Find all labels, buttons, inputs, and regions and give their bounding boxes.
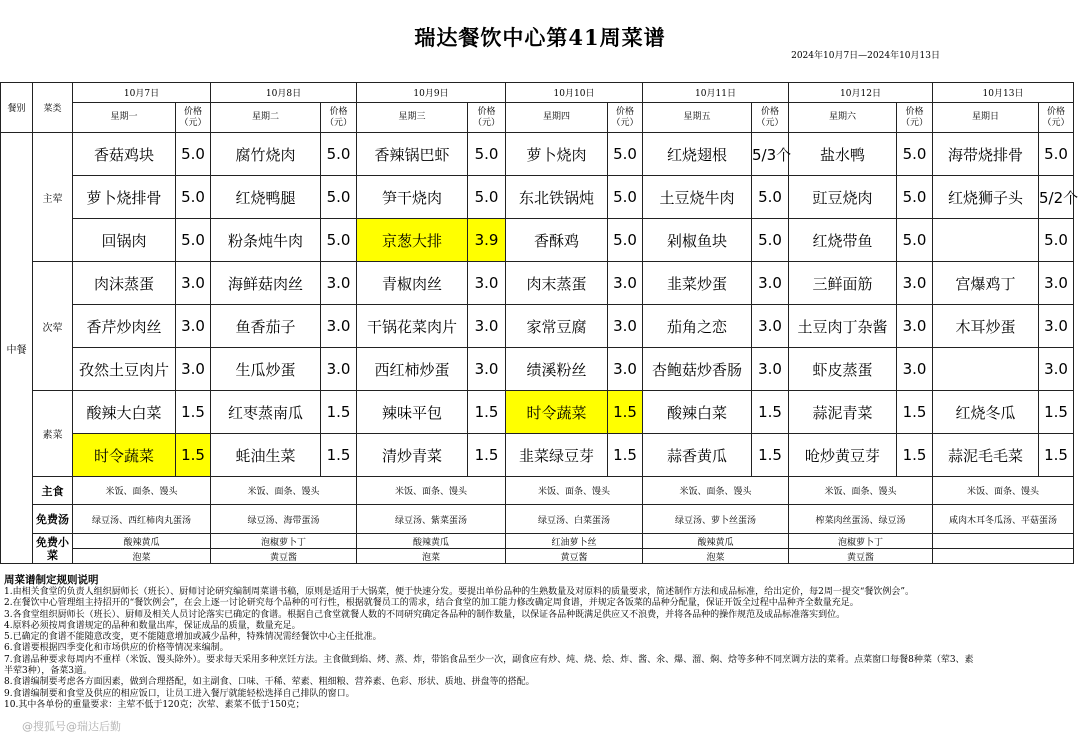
dish-name: 茄角之恋	[643, 305, 752, 348]
dish-name: 红烧狮子头	[933, 176, 1039, 219]
dish-price: 1.5	[176, 434, 211, 477]
dish-name: 萝卜烧肉	[506, 133, 608, 176]
dish-name: 韭菜绿豆芽	[506, 434, 608, 477]
rule-item: 2.在餐饮中心管理组主持招开的“餐饮例会”，在会上逐一讨论研究每个品种的可行性，根据就餐员工的需求，结合食堂的加工能力修改确定周食谱，并规定各饭菜的品种分配量，保证开饭全过程中品种齐全数量充足。	[4, 598, 859, 609]
date-header: 10月8日	[211, 83, 357, 103]
dish-price: 1.5	[752, 391, 789, 434]
dish-name: 清炒青菜	[357, 434, 468, 477]
dish-price: 5.0	[752, 176, 789, 219]
dish-name: 海鲜菇肉丝	[211, 262, 321, 305]
dish-price: 1.5	[608, 434, 643, 477]
price-header: 价格（元）	[1039, 103, 1074, 133]
dish-price: 1.5	[321, 434, 357, 477]
meal-header: 餐别	[1, 83, 33, 133]
dish-name: 杏鲍菇炒香肠	[643, 348, 752, 391]
dish-price: 3.0	[176, 305, 211, 348]
soup-label: 免费汤	[33, 505, 73, 534]
section-label: 主荤	[33, 133, 73, 262]
date-header: 10月10日	[506, 83, 643, 103]
side-cell: 黄豆酱	[211, 549, 357, 564]
price-header: 价格（元）	[321, 103, 357, 133]
rules-title: 周菜谱制定规则说明	[4, 574, 99, 586]
staple-label: 主食	[33, 477, 73, 505]
menu-row	[1, 348, 1074, 391]
dish-price: 5.0	[176, 219, 211, 262]
side-cell: 黄豆酱	[506, 549, 643, 564]
dish-price: 3.0	[752, 305, 789, 348]
dish-price: 1.5	[468, 391, 506, 434]
side-cell: 泡菜	[357, 549, 506, 564]
side-cell: 泡椒萝卜丁	[789, 534, 933, 549]
dish-name: 红烧带鱼	[789, 219, 897, 262]
rule-item: 1.由相关食堂的负责人组织厨师长（班长）、厨师讨论研究编制周菜谱书稿，原则是适用于大锅菜，便于快速分发。要提出单份品种的生熟数量及对原料的质量要求，简述制作方法和成品标准，给出定价，每2周一提交“餐饮例会”。	[4, 587, 915, 597]
menu-row	[1, 305, 1074, 348]
staple-cell: 米饭、面条、馒头	[357, 477, 506, 505]
dish-name: 孜然土豆肉片	[73, 348, 176, 391]
dish-name: 回锅肉	[73, 219, 176, 262]
dish-price: 1.5	[1039, 391, 1074, 434]
date-header: 10月13日	[933, 83, 1074, 103]
page-title: 瑞达餐饮中心第41周菜谱	[414, 25, 666, 50]
date-header: 10月9日	[357, 83, 506, 103]
date-header: 10月11日	[643, 83, 789, 103]
dish-price: 5.0	[897, 219, 933, 262]
dish-price: 5.0	[608, 176, 643, 219]
rule-item: 8.食谱编制要考虑各方面因素，做到合理搭配，如主副食、口味、干稀、荤素、粗细粮、营养素、色彩、形状、质地、拼盘等的搭配。	[4, 677, 535, 688]
dish-name: 青椒肉丝	[357, 262, 468, 305]
dish-price: 3.0	[608, 348, 643, 391]
weekday-header: 星期三	[357, 103, 468, 133]
dish-name: 三鲜面筋	[789, 262, 897, 305]
dish-price: 3.0	[752, 262, 789, 305]
dish-name: 香酥鸡	[506, 219, 608, 262]
side-cell: 泡菜	[643, 549, 789, 564]
dish-name: 宫爆鸡丁	[933, 262, 1039, 305]
meal-label: 中餐	[1, 133, 33, 564]
dish-price: 1.5	[1039, 434, 1074, 477]
rule-item: 10.其中各单份的重量要求：主荤不低于120克；次荤、素菜不低于150克；	[4, 699, 305, 710]
rule-item: 6.食谱要根据四季变化和市场供应的价格等情况来编制。	[4, 643, 229, 654]
dish-price: 5/3个	[752, 133, 789, 176]
staple-cell: 米饭、面条、馒头	[506, 477, 643, 505]
dish-price: 5.0	[1039, 219, 1074, 262]
dish-price: 3.0	[321, 262, 357, 305]
dish-name: 肉末蒸蛋	[506, 262, 608, 305]
dish-price: 5.0	[752, 219, 789, 262]
type-header: 菜类	[33, 83, 73, 133]
dish-name: 东北铁锅炖	[506, 176, 608, 219]
dish-name: 土豆烧牛肉	[643, 176, 752, 219]
side-label: 免费小菜	[33, 534, 73, 564]
header-row-dates	[1, 83, 1074, 103]
dish-price: 3.9	[468, 219, 506, 262]
weekday-header: 星期六	[789, 103, 897, 133]
soup-cell: 绿豆汤、白菜蛋汤	[506, 505, 643, 534]
dish-name: 土豆肉丁杂酱	[789, 305, 897, 348]
side-cell: 酸辣黄瓜	[357, 534, 506, 549]
dish-name: 木耳炒蛋	[933, 305, 1039, 348]
dish-price: 5.0	[321, 219, 357, 262]
dish-name: 蒜泥毛毛菜	[933, 434, 1039, 477]
side-cell: 泡椒萝卜丁	[211, 534, 357, 549]
dish-price: 5.0	[897, 133, 933, 176]
dish-price: 3.0	[897, 348, 933, 391]
dish-price: 5.0	[468, 176, 506, 219]
menu-row	[1, 434, 1074, 477]
weekday-header: 星期四	[506, 103, 608, 133]
dish-name: 蒜泥青菜	[789, 391, 897, 434]
price-header: 价格（元）	[752, 103, 789, 133]
dish-name: 蚝油生菜	[211, 434, 321, 477]
price-header: 价格（元）	[468, 103, 506, 133]
staple-cell: 米饭、面条、馒头	[211, 477, 357, 505]
soup-cell: 绿豆汤、海带蛋汤	[211, 505, 357, 534]
staple-cell: 米饭、面条、馒头	[933, 477, 1074, 505]
date-range: 2024年10月7日—2024年10月13日	[791, 51, 940, 61]
dish-price: 1.5	[752, 434, 789, 477]
soup-cell: 绿豆汤、西红柿肉丸蛋汤	[73, 505, 211, 534]
dish-price: 5/2个	[1039, 176, 1074, 219]
dish-name: 香芹炒肉丝	[73, 305, 176, 348]
weekday-header: 星期一	[73, 103, 176, 133]
menu-table	[0, 82, 1079, 564]
soup-row	[1, 505, 1074, 534]
dish-price: 5.0	[468, 133, 506, 176]
dish-name: 红烧冬瓜	[933, 391, 1039, 434]
dish-name: 剁椒鱼块	[643, 219, 752, 262]
dish-name: 红烧翅根	[643, 133, 752, 176]
dish-name: 京葱大排	[357, 219, 468, 262]
dish-name: 笋干烧肉	[357, 176, 468, 219]
dish-name: 虾皮蒸蛋	[789, 348, 897, 391]
menu-row	[1, 176, 1074, 219]
dish-price: 1.5	[176, 391, 211, 434]
menu-row	[1, 219, 1074, 262]
section-label: 素菜	[33, 391, 73, 477]
side-cell	[933, 549, 1074, 564]
dish-name: 酸辣大白菜	[73, 391, 176, 434]
rule-item: 9.食谱编制要和食堂及供应的相应饭口，让员工进入餐厅就能轻松选择自己排队的窗口。	[4, 688, 355, 699]
dish-price: 3.0	[608, 305, 643, 348]
dish-price: 3.0	[1039, 305, 1074, 348]
dish-price: 3.0	[608, 262, 643, 305]
staple-cell: 米饭、面条、馒头	[643, 477, 789, 505]
dish-price: 3.0	[897, 305, 933, 348]
dish-name: 鱼香茄子	[211, 305, 321, 348]
dish-name	[933, 219, 1039, 262]
dish-price: 5.0	[608, 219, 643, 262]
side-row	[1, 549, 1074, 564]
side-cell	[933, 534, 1074, 549]
dish-name: 西红柿炒蛋	[357, 348, 468, 391]
dish-price: 3.0	[468, 305, 506, 348]
dish-price: 1.5	[897, 391, 933, 434]
dish-price: 3.0	[897, 262, 933, 305]
dish-name: 腐竹烧肉	[211, 133, 321, 176]
dish-name: 海带烧排骨	[933, 133, 1039, 176]
dish-price: 3.0	[752, 348, 789, 391]
dish-name: 时令蔬菜	[73, 434, 176, 477]
dish-price: 5.0	[608, 133, 643, 176]
staple-cell: 米饭、面条、馒头	[789, 477, 933, 505]
dish-price: 3.0	[321, 348, 357, 391]
watermark: @搜狐号@瑞达后勤	[22, 720, 121, 733]
dish-name	[933, 348, 1039, 391]
dish-name: 酸辣白菜	[643, 391, 752, 434]
price-header: 价格（元）	[897, 103, 933, 133]
rules-list	[4, 587, 1076, 711]
staple-cell: 米饭、面条、馒头	[73, 477, 211, 505]
soup-cell: 绿豆汤、紫菜蛋汤	[357, 505, 506, 534]
weekday-header: 星期五	[643, 103, 752, 133]
side-cell: 红油萝卜丝	[506, 534, 643, 549]
dish-price: 1.5	[468, 434, 506, 477]
section-label: 次荤	[33, 262, 73, 391]
dish-price: 5.0	[897, 176, 933, 219]
header-row-weekdays	[1, 103, 1074, 133]
dish-price: 3.0	[1039, 348, 1074, 391]
dish-price: 5.0	[176, 176, 211, 219]
side-cell: 酸辣黄瓜	[643, 534, 789, 549]
soup-cell: 榨菜肉丝蛋汤、绿豆汤	[789, 505, 933, 534]
dish-name: 辣味平包	[357, 391, 468, 434]
dish-name: 萝卜烧排骨	[73, 176, 176, 219]
dish-name: 生瓜炒蛋	[211, 348, 321, 391]
rule-item: 5.已确定的食谱不能随意改变，更不能随意增加或减少品种，特殊情况需经餐饮中心主任批准。	[4, 632, 382, 643]
dish-price: 5.0	[321, 176, 357, 219]
side-row	[1, 534, 1074, 549]
dish-price: 3.0	[468, 348, 506, 391]
menu-row	[1, 133, 1074, 176]
dish-name: 家常豆腐	[506, 305, 608, 348]
dish-name: 香菇鸡块	[73, 133, 176, 176]
staple-row	[1, 477, 1074, 505]
price-header: 价格（元）	[608, 103, 643, 133]
rules-section	[4, 574, 1076, 711]
side-cell: 酸辣黄瓜	[73, 534, 211, 549]
weekday-header: 星期二	[211, 103, 321, 133]
rule-item: 3.各食堂组织厨师长（班长）、厨师及相关人员讨论落实已确定的食谱。根据自己食堂就餐人数的不同研究确定各品种的制作数量，以保证各品种既满足供应又不浪费，并将各品种的操作规范及成品标准落实到位。	[4, 609, 846, 620]
dish-price: 5.0	[176, 133, 211, 176]
dish-name: 盐水鸭	[789, 133, 897, 176]
date-header: 10月7日	[73, 83, 211, 103]
soup-cell: 绿豆汤、萝卜丝蛋汤	[643, 505, 789, 534]
dish-name: 豇豆烧肉	[789, 176, 897, 219]
dish-name: 肉沫蒸蛋	[73, 262, 176, 305]
soup-cell: 咸肉木耳冬瓜汤、平菇蛋汤	[933, 505, 1074, 534]
rule-item: 4.原料必须按周食谱规定的品种和数量出库，保证成品的质量，数量充足。	[4, 620, 301, 631]
price-header: 价格（元）	[176, 103, 211, 133]
dish-name: 韭菜炒蛋	[643, 262, 752, 305]
menu-row	[1, 391, 1074, 434]
side-cell: 黄豆酱	[789, 549, 933, 564]
dish-price: 3.0	[468, 262, 506, 305]
weekday-header: 星期日	[933, 103, 1039, 133]
dish-price: 1.5	[321, 391, 357, 434]
dish-name: 红枣蒸南瓜	[211, 391, 321, 434]
dish-name: 香辣锅巴虾	[357, 133, 468, 176]
dish-name: 干锅花菜肉片	[357, 305, 468, 348]
rule-item: 半荤3种），备菜3道。	[4, 666, 92, 677]
side-cell: 泡菜	[73, 549, 211, 564]
dish-name: 呛炒黄豆芽	[789, 434, 897, 477]
rule-item: 7.食谱品种要求每周内不重样（米饭、馒头除外）。要求每天采用多种烹饪方法。主食做到焰、烤、蒸、炸，带馅食品至少一次，副食应有炒、炖、烧、烩、炸、酱、氽、爆、溜、焖、焓等多种不同烹调方法的菜肴。点菜窗口每餐8种菜（荤3、素	[4, 654, 974, 665]
dish-price: 3.0	[176, 262, 211, 305]
dish-price: 5.0	[321, 133, 357, 176]
dish-price: 3.0	[1039, 262, 1074, 305]
dish-price: 3.0	[321, 305, 357, 348]
dish-name: 蒜香黄瓜	[643, 434, 752, 477]
dish-name: 红烧鸭腿	[211, 176, 321, 219]
menu-row	[1, 262, 1074, 305]
date-header: 10月12日	[789, 83, 933, 103]
dish-price: 5.0	[1039, 133, 1074, 176]
dish-price: 3.0	[176, 348, 211, 391]
dish-price: 1.5	[608, 391, 643, 434]
dish-name: 时令蔬菜	[506, 391, 608, 434]
dish-name: 绩溪粉丝	[506, 348, 608, 391]
dish-price: 1.5	[897, 434, 933, 477]
dish-name: 粉条炖牛肉	[211, 219, 321, 262]
